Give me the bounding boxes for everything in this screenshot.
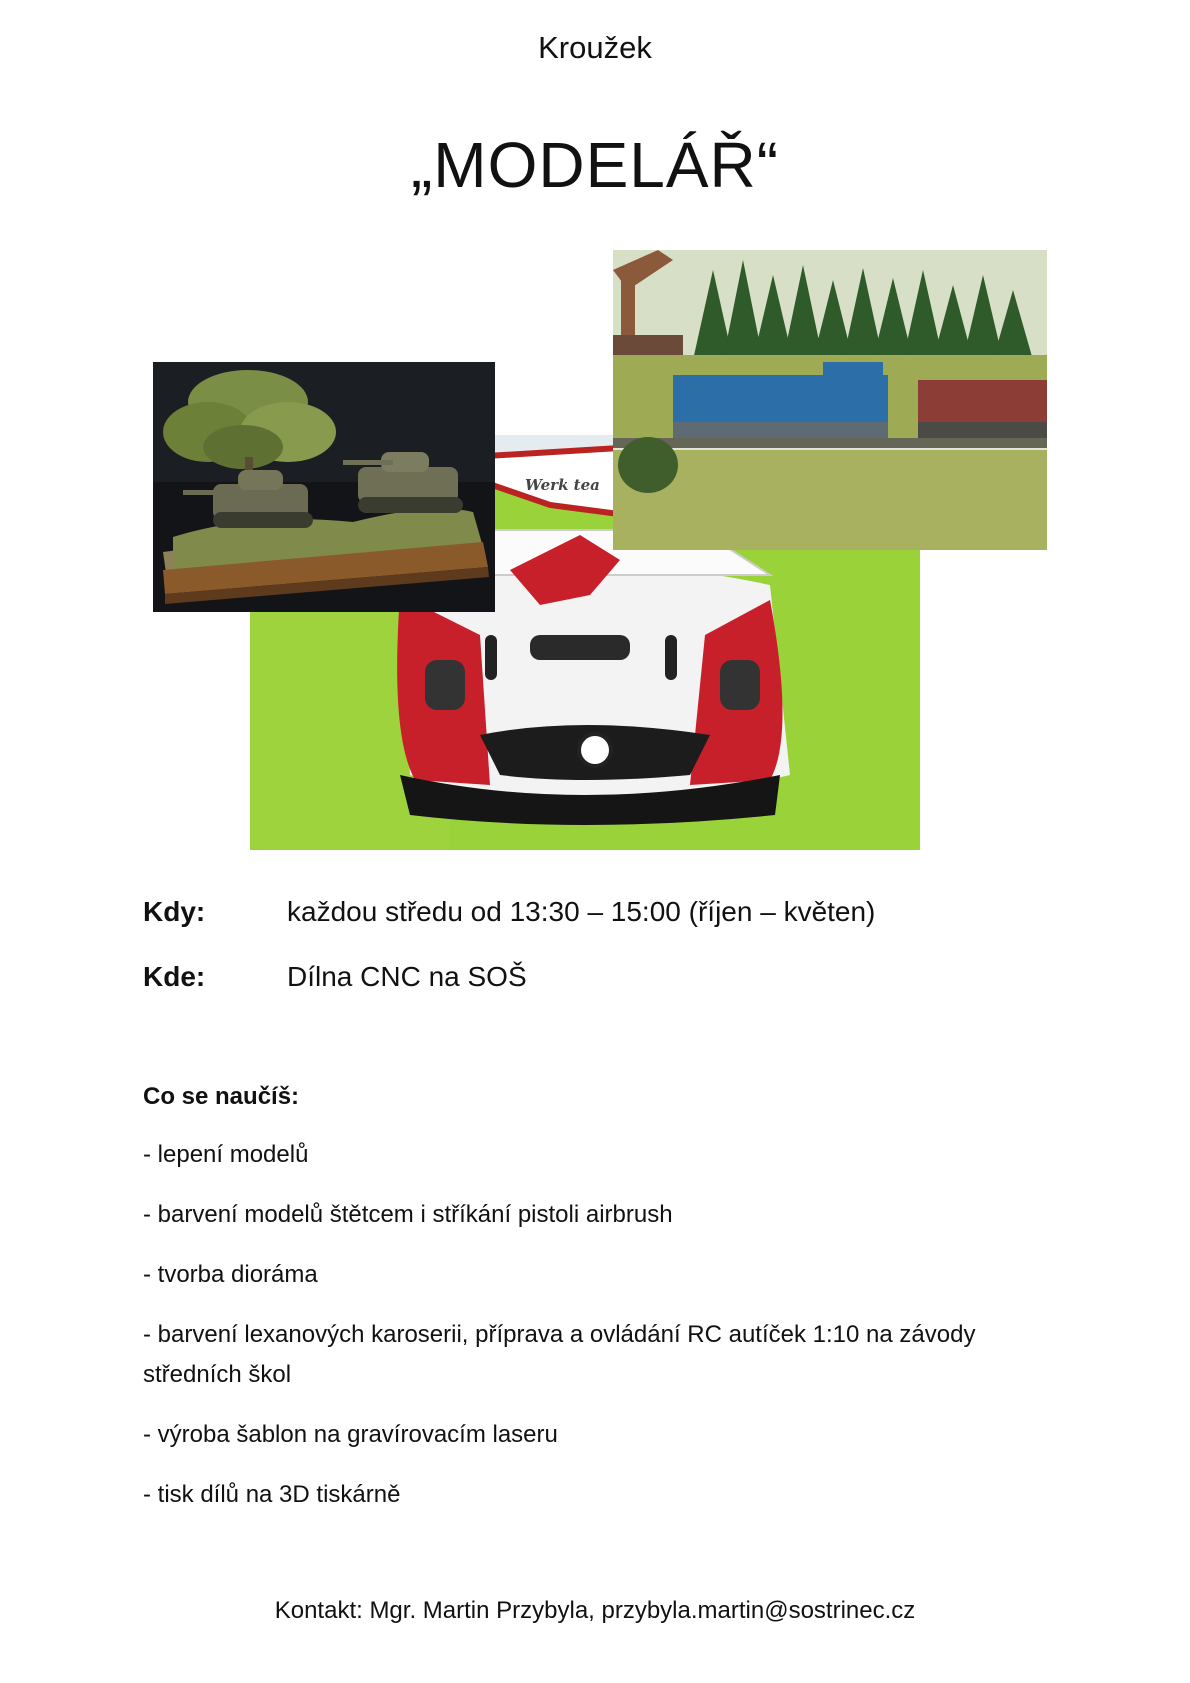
learn-item: - lepení modelů (143, 1141, 309, 1168)
page-subtitle: Kroužek (538, 30, 652, 65)
car-windshield-text: Werk tea (525, 476, 600, 494)
contact-line: Kontakt: Mgr. Martin Przybyla, przybyla.martin@sostrinec.cz (274, 1597, 916, 1624)
where-label: Kde: (143, 961, 206, 992)
learn-item: - tisk dílů na 3D tiskárně (143, 1481, 401, 1508)
learn-item: - barvení modelů štětcem i stříkání pistoli airbrush (143, 1201, 673, 1228)
learn-heading: Co se naučíš: (143, 1083, 300, 1110)
model-train-photo (613, 250, 1047, 550)
where-value: Dílna CNC na SOŠ (287, 961, 527, 992)
learn-item: - výroba šablon na gravírovacím laseru (143, 1421, 558, 1448)
diorama-tanks-photo (153, 362, 495, 612)
when-value: každou středu od 13:30 – 15:00 (říjen – květen) (287, 896, 876, 927)
learn-item: - barvení lexanových karoserii, příprava a ovládání RC autíček 1:10 na závody středních škol (143, 1321, 976, 1388)
learn-item: - tvorba diorámа (143, 1261, 318, 1288)
page-title: „MODELÁŘ“ (410, 129, 780, 201)
when-label: Kdy: (143, 896, 206, 927)
